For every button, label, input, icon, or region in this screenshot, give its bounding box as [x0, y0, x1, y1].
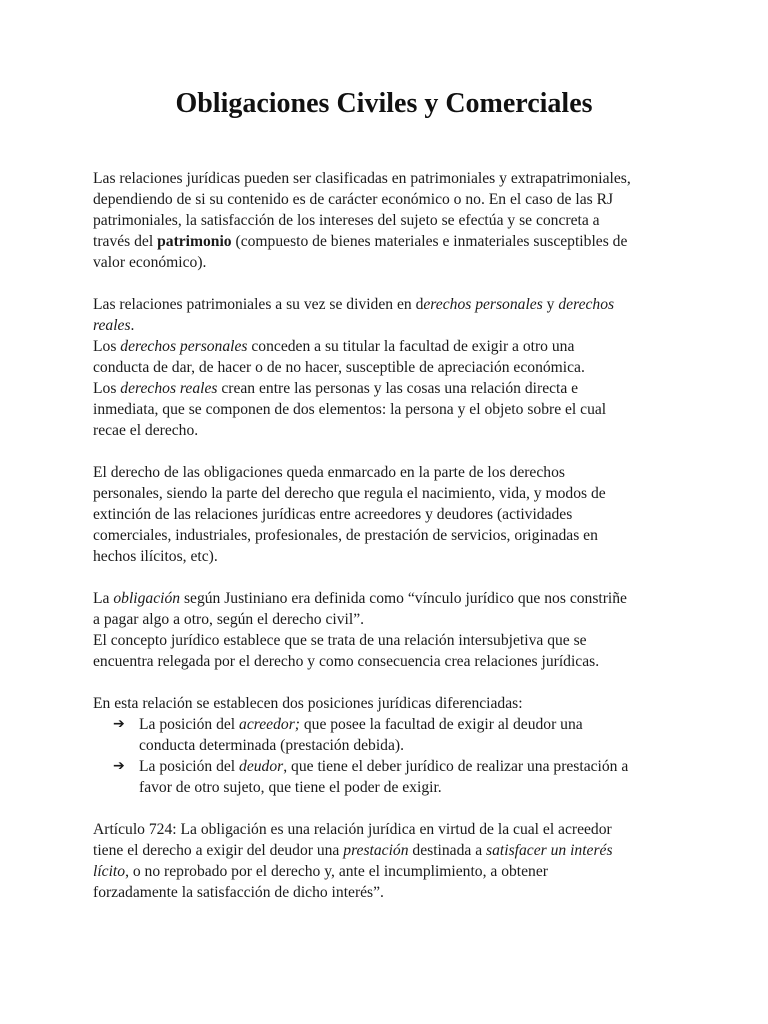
- paragraph-articulo-724: [93, 819, 675, 903]
- text-run: La: [93, 590, 114, 607]
- text-line: forzadamente la satisfacción de dicho interés”.: [93, 884, 384, 901]
- text-line: conducta determinada (prestación debida).: [139, 737, 404, 754]
- bold-term-patrimonio: patrimonio: [157, 233, 232, 250]
- text-run: Los: [93, 338, 121, 355]
- text-line: valor económico).: [93, 254, 207, 271]
- arrow-right-icon: ➔: [113, 758, 125, 774]
- text-line: [93, 588, 675, 609]
- text-run: según Justiniano era definida como “vínculo jurídico que nos constriñe: [180, 590, 627, 607]
- text-line: [139, 714, 675, 735]
- italic-term: reales: [93, 317, 131, 334]
- italic-term: derechos personales: [120, 338, 248, 355]
- arrow-right-icon: ➔: [113, 716, 125, 732]
- text-line: favor de otro sujeto, que tiene el poder de exigir.: [139, 779, 442, 796]
- italic-term: lícito: [93, 863, 126, 880]
- text-line: [93, 840, 675, 861]
- text-run: conceden a su titular la facultad de exigir a otro una: [247, 338, 575, 355]
- text-line: [93, 378, 675, 399]
- text-run: destinada a: [408, 842, 487, 859]
- document-body: [93, 168, 675, 924]
- text-line: encuentra relegada por el derecho y como consecuencia crea relaciones jurídicas.: [93, 653, 600, 670]
- italic-term: deudor: [239, 758, 284, 775]
- text-run: La posición del: [139, 716, 240, 733]
- text-line: El derecho de las obligaciones queda enmarcado en la parte de los derechos: [93, 464, 565, 481]
- text-run: que posee la facultad de exigir al deudor una: [299, 716, 583, 733]
- text-line: [93, 315, 675, 336]
- italic-term: derechos: [558, 296, 615, 313]
- paragraph-obligacion-definicion: [93, 588, 675, 672]
- text-line: comerciales, industriales, profesionales, de prestación de servicios, originadas en: [93, 527, 598, 544]
- text-run: tiene el derecho a exigir del deudor una: [93, 842, 344, 859]
- text-line: extinción de las relaciones jurídicas entre acreedores y deudores (actividades: [93, 506, 573, 523]
- italic-term: obligación: [113, 590, 181, 607]
- text-run: y: [542, 296, 559, 313]
- text-line: En esta relación se establecen dos posiciones jurídicas diferenciadas:: [93, 695, 523, 712]
- text-line: Las relaciones jurídicas pueden ser clasificadas en patrimoniales y extrapatrimoniales,: [93, 170, 631, 187]
- text-line: [93, 294, 675, 315]
- text-line: dependiendo de si su contenido es de carácter económico o no. En el caso de las RJ: [93, 191, 614, 208]
- italic-term: erechos personales: [423, 296, 543, 313]
- text-run: crean entre las personas y las cosas una relación directa e: [217, 380, 579, 397]
- text-line: patrimoniales, la satisfacción de los intereses del sujeto se efectúa y se concreta a: [93, 212, 600, 229]
- text-line: Artículo 724: La obligación es una relación jurídica en virtud de la cual el acreedor: [93, 821, 612, 838]
- italic-term: derechos reales: [120, 380, 218, 397]
- text-line: [93, 861, 675, 882]
- text-run: , que tiene el deber jurídico de realizar una prestación a: [283, 758, 629, 775]
- italic-term: acreedor;: [239, 716, 300, 733]
- paragraph-relaciones-juridicas: [93, 168, 675, 273]
- text-run: , o no reprobado por el derecho y, ante el incumplimiento, a obtener: [125, 863, 548, 880]
- text-run: (compuesto de bienes materiales e inmateriales susceptibles de: [231, 233, 628, 250]
- page-title: Obligaciones Civiles y Comerciales: [175, 88, 593, 119]
- paragraph-derecho-obligaciones: [93, 462, 675, 567]
- italic-term: satisfacer un interés: [486, 842, 613, 859]
- text-line: personales, siendo la parte del derecho que regula el nacimiento, vida, y modos de: [93, 485, 606, 502]
- paragraph-derechos: [93, 294, 675, 441]
- text-line: [139, 756, 675, 777]
- text-run: través del: [93, 233, 158, 250]
- italic-term: prestación: [343, 842, 409, 859]
- paragraph-posiciones-juridicas: [93, 693, 675, 798]
- text-run: .: [130, 317, 135, 334]
- text-line: inmediata, que se componen de dos elementos: la persona y el objeto sobre el cual: [93, 401, 607, 418]
- text-run: Los: [93, 380, 121, 397]
- text-line: [93, 336, 675, 357]
- list-item-acreedor: [93, 714, 675, 756]
- text-run: La posición del: [139, 758, 240, 775]
- text-line: a pagar algo a otro, según el derecho civil”.: [93, 611, 365, 628]
- text-line: conducta de dar, de hacer o de no hacer, susceptible de apreciación económica.: [93, 359, 585, 376]
- text-line: hechos ilícitos, etc).: [93, 548, 218, 565]
- text-line: [93, 231, 675, 252]
- text-line: El concepto jurídico establece que se trata de una relación intersubjetiva que se: [93, 632, 587, 649]
- text-run: Las relaciones patrimoniales a su vez se dividen en d: [93, 296, 424, 313]
- text-line: recae el derecho.: [93, 422, 199, 439]
- bullet-list: [93, 714, 675, 798]
- list-item-deudor: [93, 756, 675, 798]
